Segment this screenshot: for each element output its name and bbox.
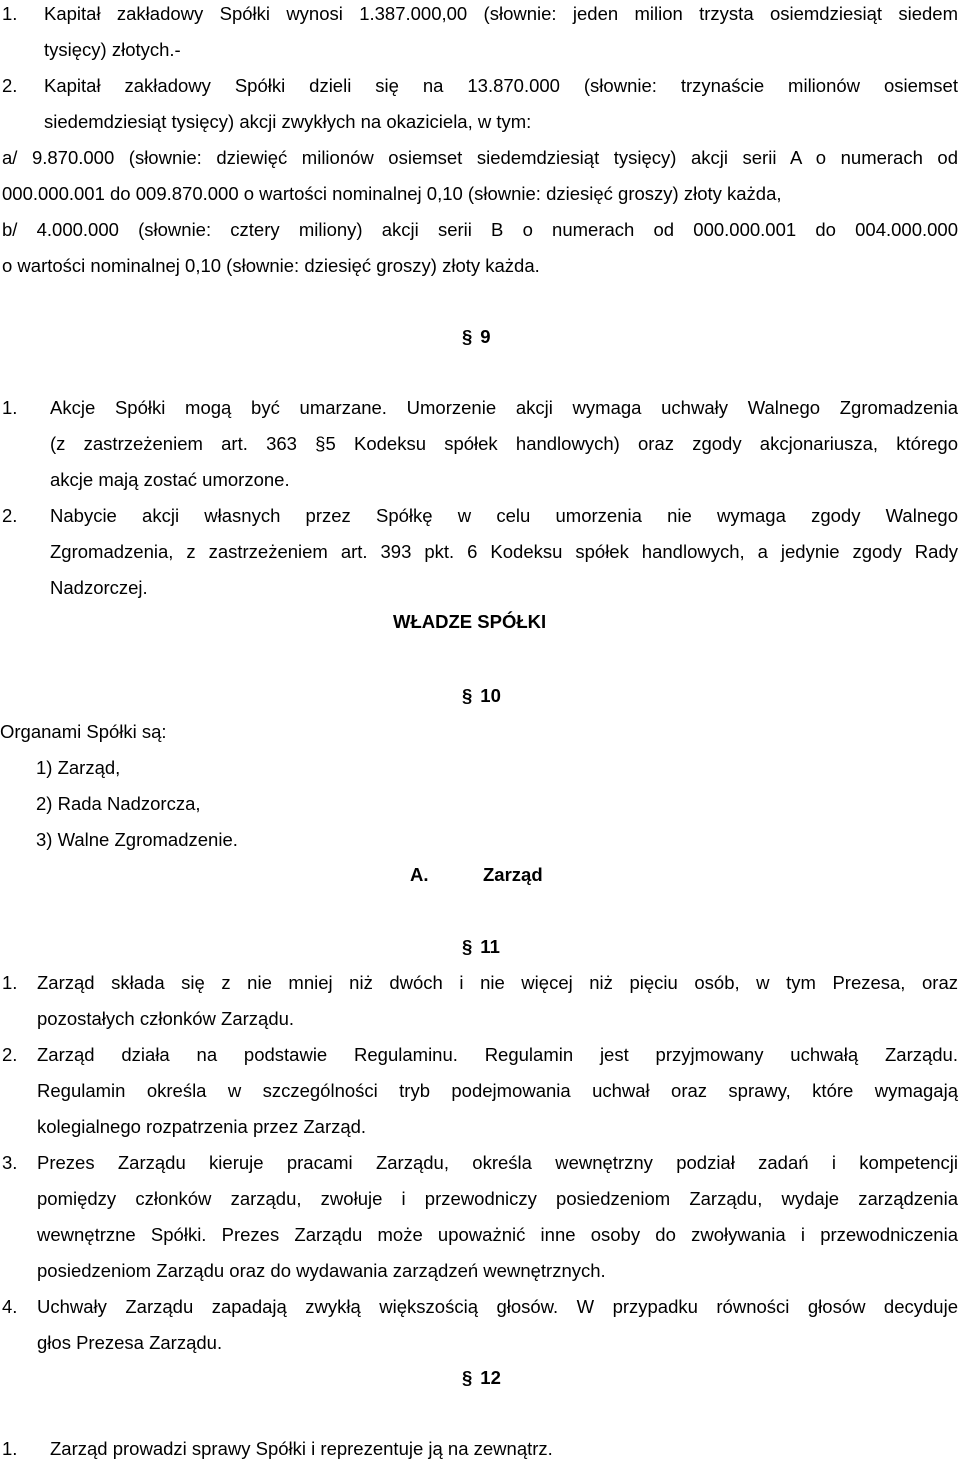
section-sign: § <box>462 326 473 347</box>
item-text-line: Kapitał zakładowy Spółki wynosi 1.387.000,00 (słownie: jeden milion trzysta osiemdziesiąt siedem <box>44 3 958 24</box>
item-text-line: siedemdziesiąt tysięcy) akcji zwykłych na okaziciela, w tym: <box>44 111 532 132</box>
item-text-line: tysięcy) złotych.- <box>44 39 181 60</box>
chapter-title: Zarząd <box>483 864 543 885</box>
chapter-letter: A. <box>410 864 429 885</box>
item-text-line: pomiędzy członków zarządu, zwołuje i przewodniczy posiedzeniom Zarządu, wydaje zarządzenia <box>37 1188 958 1209</box>
series-line: b/ 4.000.000 (słownie: cztery miliony) akcji serii B o numerach od 000.000.001 do 004.000.000 <box>2 219 958 240</box>
item-text-line: posiedzeniom Zarządu oraz do wydawania zarządzeń wewnętrznych. <box>37 1260 606 1281</box>
item-number: 4. <box>2 1296 18 1317</box>
series-line: 000.000.001 do 009.870.000 o wartości nominalnej 0,10 (słownie: dziesięć groszy) złoty każda, <box>2 183 782 204</box>
paragraph-number: 9 <box>480 326 491 347</box>
series-line: o wartości nominalnej 0,10 (słownie: dziesięć groszy) złoty każda. <box>2 255 540 276</box>
section-sign: § <box>462 936 473 957</box>
item-text-line: kolegialnego rozpatrzenia przez Zarząd. <box>37 1116 367 1137</box>
paragraph-heading-11 <box>462 936 500 958</box>
organs-intro: Organami Spółki są: <box>0 721 167 742</box>
item-text-line: Zarząd składa się z nie mniej niż dwóch i nie więcej niż pięciu osób, w tym Prezesa, oraz <box>37 972 958 993</box>
item-text-line: Zgromadzenia, z zastrzeżeniem art. 393 pkt. 6 Kodeksu spółek handlowych, a jedynie zgody Rady <box>50 541 958 562</box>
item-text-line: Nadzorczej. <box>50 577 148 598</box>
item-text-line: Zarząd działa na podstawie Regulaminu. Regulamin jest przyjmowany uchwałą Zarządu. <box>37 1044 958 1065</box>
series-line: a/ 9.870.000 (słownie: dziewięć milionów osiemset siedemdziesiąt tysięcy) akcji serii A o numerach od <box>2 147 958 168</box>
paragraph-heading-10 <box>462 685 501 707</box>
item-number: 2. <box>2 1044 18 1065</box>
item-text-line: głos Prezesa Zarządu. <box>37 1332 223 1353</box>
paragraph-number: 11 <box>480 936 500 957</box>
item-number: 1. <box>2 3 18 24</box>
paragraph-heading-9 <box>462 326 491 348</box>
item-text-line: pozostałych członków Zarządu. <box>37 1008 295 1029</box>
organ-item: 2) Rada Nadzorcza, <box>36 793 201 814</box>
item-text-line: Akcje Spółki mogą być umarzane. Umorzenie akcji wymaga uchwały Walnego Zgromadzenia <box>50 397 958 418</box>
item-number: 1. <box>2 972 18 993</box>
section-sign: § <box>462 1367 473 1388</box>
item-text-line: Zarząd prowadzi sprawy Spółki i reprezentuje ją na zewnątrz. <box>50 1438 553 1459</box>
section-heading-authorities: WŁADZE SPÓŁKI <box>393 611 547 632</box>
item-text-line: Kapitał zakładowy Spółki dzieli się na 13.870.000 (słownie: trzynaście milionów osiemset <box>44 75 958 96</box>
organ-item: 3) Walne Zgromadzenie. <box>36 829 238 850</box>
paragraph-number: 12 <box>480 1367 501 1388</box>
item-text-line: Nabycie akcji własnych przez Spółkę w celu umorzenia nie wymaga zgody Walnego <box>50 505 958 526</box>
item-text-line: Uchwały Zarządu zapadają zwykłą większością głosów. W przypadku równości głosów decyduje <box>37 1296 958 1317</box>
section-sign: § <box>462 685 473 706</box>
organ-item: 1) Zarząd, <box>36 757 121 778</box>
paragraph-number: 10 <box>480 685 501 706</box>
item-text-line: akcje mają zostać umorzone. <box>50 469 290 490</box>
item-text-line: Regulamin określa w szczególności tryb podejmowania uchwał oraz sprawy, które wymagają <box>37 1080 958 1101</box>
item-text-line: wewnętrzne Spółki. Prezes Zarządu może upoważnić inne osoby do zwoływania i przewodniczenia <box>37 1224 958 1245</box>
paragraph-heading-12 <box>462 1367 501 1389</box>
item-number: 3. <box>2 1152 18 1173</box>
item-text-line: Prezes Zarządu kieruje pracami Zarządu, określa wewnętrzny podział zadań i kompetencji <box>37 1152 958 1173</box>
item-number: 1. <box>2 397 18 418</box>
item-number: 2. <box>2 75 18 96</box>
item-text-line: (z zastrzeżeniem art. 363 §5 Kodeksu spółek handlowych) oraz zgody akcjonariusza, którego <box>50 433 958 454</box>
item-number: 1. <box>2 1438 18 1459</box>
item-number: 2. <box>2 505 18 526</box>
